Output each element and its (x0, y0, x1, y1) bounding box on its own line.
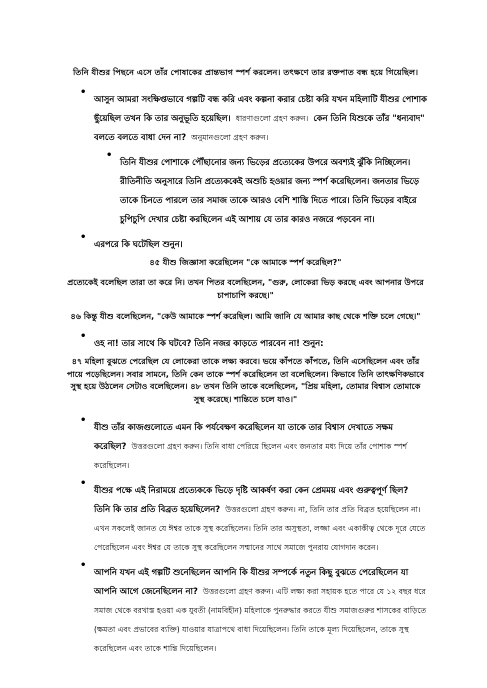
bullet-lead-text: তিনি যীশুর পোশাকে পৌঁছানোর জন্য ভিড়ের প্রত্যেকের উপরে অবশ্যই ঝুঁকি নিচ্ছিলেন। রীতিনীতি অনুসারে তিনি প্রত্যেককেই অশুচি হওয়ার জন্য স্পর্শ করেছিলেন। জনতার ভিড়ে তাকে চিনতে পারলে তার সমাজ তাকে আরও বেশি শাস্তি দিতে পারে। তিনি ভিড়ের বাইরে চুপিচুপি দেখার চেষ্টা করছিলেন এই আশায় যে তার কারও নজরে পড়বেন না। (120, 156, 420, 224)
bullet-list-4 (64, 331, 427, 350)
verse-45-continued: প্রত্যেকেই বলেছিল তারা তা করে নি। তখন পিতর বলেছিলেন, "গুরু, লোকেরা ভিড় করছে এবং আপনার উপরে চাপাচাপি করছে।" (67, 278, 424, 300)
bullet-item (94, 331, 427, 350)
bullet-note-text: উত্তরগুলো গ্রহণ করুন। না, তিনি তার প্রতি বিব্রত হয়েছিলেন না। এখন সকলেই জানত যে ঈশ্বর তাকে সুস্থ করেছিলেন। তিনি তার অসুস্থতা, লজ্জা এবং একাকীত্ব থেকে দূরে যেতে পেরেছিলেন এবং ঈশ্বর যে তাকে সুস্থ করেছিলেন সম্মানের সাথে সমাজে পুনরায় যোগদান করেন। (94, 504, 426, 552)
verse-47-48: ৪৭ মহিলা বুঝতে পেরেছিল যে লোকেরা তাকে লক্ষ্য করবে। ভয়ে কাঁপতে কাঁপতে, তিনি এসেছিলেন এবং তাঁর পায়ে পড়েছিলেন। সবার সামনে, তিনি কেন তাকে স্পর্শ করেছিলেন তা বলেছিলেন। কিভাবে তিনি তাৎক্ষণিকভাবে সুস্থ হয়ে উঠলেন সেটাও বলেছিলেন। ৪৮ তখন তিনি তাকে বলেছিলেন, "প্রিয় মহিলা, তোমার বিশ্বাস তোমাকে সুস্থ করেছে। শান্তিতে চলে যাও।" (67, 357, 424, 404)
bullet-note-text: উত্তরগুলো গ্রহণ করুন। তিনি বাধা পেরিয়ে ছিলেন এবং জনতার মধ্য দিয়ে তাঁর পোশাক স্পর্শ করেছিলেন। (94, 441, 408, 470)
bullet-lead-text: ওহ না! তার সাথে কি ঘটবে? তিনি নজর কাড়তে পারবেন না! শুনুন: (94, 338, 324, 349)
bullet-lead-text: যীশুর পক্ষে এই নিরাময়ে প্রত্যেককে ভিড়ে দৃষ্টি আকর্ষণ করা কেন প্রেমময় এবং গুরুত্বপূর্ণ ছিল? তিনি কি তার প্রতি বিব্রত হয়েছিলেন? (94, 484, 409, 514)
bullet-item (94, 415, 427, 472)
bullet-item (94, 232, 427, 251)
intro-paragraph: তিনি যীশুর পিছনে এসে তাঁর পোষাকের প্রান্তভাগ স্পর্শ করলেন। তৎক্ষণে তার রক্তপাত বন্ধ হয়ে গিয়েছিল। (72, 67, 419, 77)
bullet-lead-text: এরপরে কি ঘটেছিল শুনুন। (94, 238, 183, 249)
bullet-lead-text: আসুন আমরা সংক্ষিপ্তভাবে গল্পটি বন্ধ করি এবং কল্পনা করার চেষ্টা করি যখন মহিলাটি যীশুর পোশাক ছুঁয়েছিল তখন কি তার অনুভূতি হয়েছিল। (94, 93, 427, 123)
verse-46: ৪৬ কিন্তু যীশু বলেছিলেন, "কেউ আমাকে স্পর্শ করেছিল। আমি জানি যে আমার কাছ থেকে শক্তি চলে গেছে।" (70, 311, 421, 321)
bullet-lead-text: যীশু তাঁর কাজগুলোতে এমন কি পর্যবেক্ষণ করেছিলেন যা তাকে তার বিশ্বাস দেখাতে সক্ষম করেছিল? (94, 421, 393, 451)
verse-45: ৪৫ যীশু জিজ্ঞাসা করেছিলেন "কে আমাকে স্পর্শ করেছিল?" (149, 257, 342, 267)
bullet-list-3 (64, 232, 427, 251)
bullet-item (94, 560, 427, 655)
bullet-list-5 (64, 415, 427, 655)
bullet-list-1 (64, 87, 427, 144)
bullet-item (120, 150, 427, 226)
bullet-lead-text: আপনি যখন এই গল্পটি শুনেছিলেন আপনি কি যীশুর সম্পর্কে নতুন কিছু বুঝতে পেরেছিলেন যা আপনি আগে জেনেছিলেন না? (94, 566, 409, 596)
bullet-item (94, 478, 427, 554)
bullet-note-text: অনুমানগুলো গ্রহণ করুন। (191, 132, 269, 142)
bullet-item (94, 87, 427, 144)
bullet-list-2 (64, 150, 427, 226)
bullet-note-text: ধারণাগুলো গ্রহণ করুন। (235, 113, 309, 123)
bullet-question-text: কেন তিনি যিশুকে তাঁর "ধন্যবাদ" বলতে বলতে বাধা দেন না? (94, 112, 425, 142)
bullet-note-text: উত্তরগুলো গ্রহণ করুন। এটি লক্ষ্য করা সহায়ক হতে পারে যে ১২ বছর ধরে সমাজ থেকে বরখাস্ত হওয়া এক যুবতী (নামবিহীন) মহিলাকে পুনরুদ্ধার করতে যীশু সমাজগুরুর শাসকের বাড়িতে (ক্ষমতা এবং প্রভাবের ব্যক্তি) যাওয়ার যাত্রাপথে বাধা দিয়েছিলেন। তিনি তাকে মূল্য দিয়েছিলেন, তাকে সুস্থ করেছিলেন এবং তাকে শান্তি দিয়েছিলেন। (94, 586, 427, 653)
